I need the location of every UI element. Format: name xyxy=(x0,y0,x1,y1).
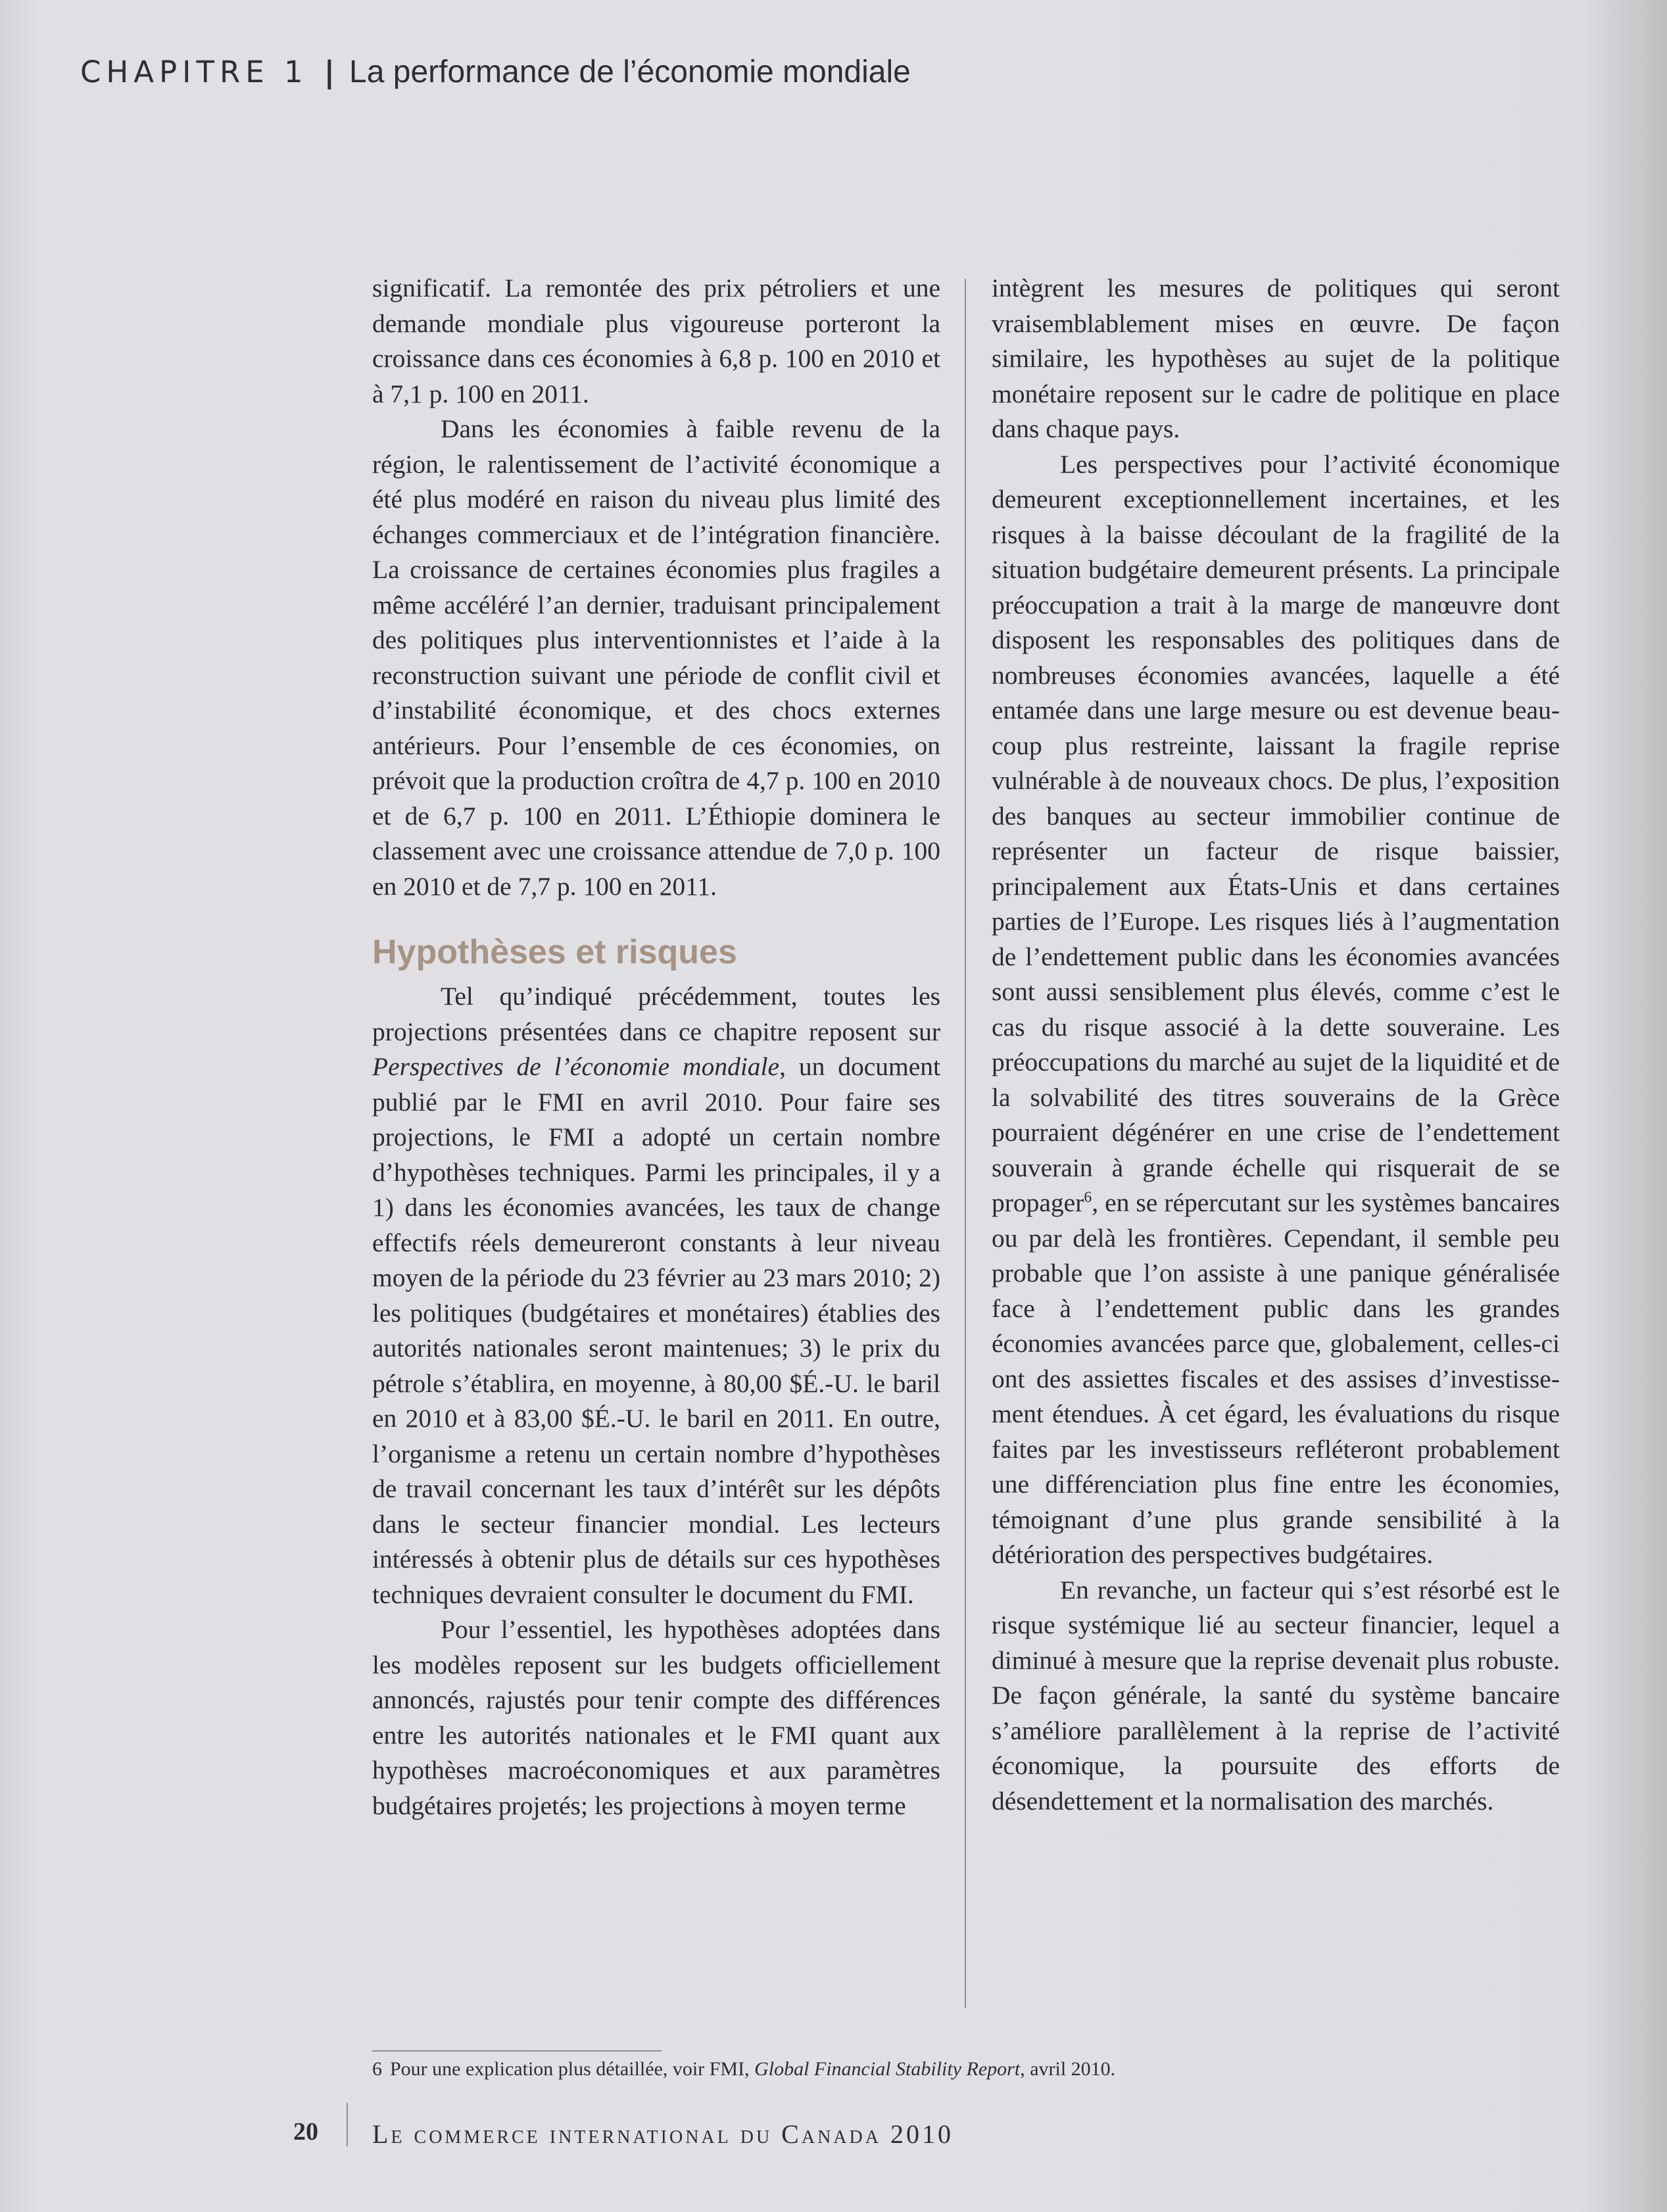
footnote-reference: 6 xyxy=(1084,1188,1092,1206)
footnote-text: Pour une explication plus détaillée, voir FMI, xyxy=(390,2058,755,2080)
paragraph-text: Tel qu’indiqué précédemment, toutes les projections présentées dans ce chapitre reposent sur xyxy=(372,982,940,1046)
page-number: 20 xyxy=(293,2118,318,2146)
section-heading: Hypothèses et risques xyxy=(372,933,737,971)
right-column xyxy=(992,271,1560,1819)
paragraph-text: Les perspectives pour l’activité économique demeurent exceptionnellement incertaines, et les risques à la baisse découlant de la fragilité de la situation budgétaire demeurent présents. La principale préoccupation a trait à la marge de manœuvre dont disposent les responsables des politiques dans de nombreuses économies avancées, laquelle a été entamée dans une large mesure ou est devenue beaucoup plus restreinte, laissant la fragile reprise vulnérable à de nouveaux chocs. De plus, l’exposition des banques au secteur immobilier continue de représenter un facteur de risque baissier, principalement aux États-Unis et dans certaines parties de l’Europe. Les risques liés à l’augmentation de l’endettement public dans les économies avancées sont aussi sensiblement plus élevés, comme c’est le cas du risque associé à la dette souveraine. Les préoccupations du marché au sujet de la liquidité et de la solvabilité des titres souverains de la Grèce pourraient dégénérer en une crise de l’endettement souverain à grande échelle qui risquerait de se propager xyxy=(992,449,1560,1217)
left-column xyxy=(372,271,940,1823)
paragraph: significatif. La remontée des prix pétroliers et une demande mondiale plus vigoureuse porteront la croissance dans ces économies à 6,8 p. 100 en 2010 et à 7,1 p. 100 en 2011. xyxy=(372,274,940,408)
paragraph xyxy=(372,979,940,1612)
footnote-publication-title: Global Financial Stability Report xyxy=(754,2058,1021,2080)
paragraph: intègrent les mesures de politiques qui seront vraisemblablement mises en œuvre. De façon similaire, les hypothèses au sujet de la politique monétaire reposent sur le cadre de politique en place dans chaque pays. xyxy=(992,274,1560,443)
footnote xyxy=(372,2058,1115,2080)
paragraph: Dans les économies à faible revenu de la région, le ralentissement de l’activité économique a été plus modéré en raison du niveau plus limité des échanges commerciaux et de l’intégration financière. La croissance de certaines économies plus fragiles a même accéléré l’an dernier, traduisant principalement des politiques plus interventionnistes et l’aide à la reconstruction suivant une période de conflit civil et d’instabilité économique, et des chocs externes antérieurs. Pour l’ensemble de ces économies, on prévoit que la production croîtra de 4,7 p. 100 en 2010 et de 6,7 p. 100 en 2011. L’Éthiopie dominera le classement avec une croissance attendue de 7,0 p. 100 en 2010 et de 7,7 p. 100 en 2011. xyxy=(372,414,940,901)
paragraph-text: , un document publié par le FMI en avril 2010. Pour faire ses projections, le FMI a adopté un certain nombre d’hypothèses techniques. Parmi les principales, il y a 1) dans les économies avancées, les taux de change effectifs réels demeureront constants à leur niveau moyen de la période du 23 février au 23 mars 2010; 2) les politiques (budgétaires et monétaires) établies des autorités nationales seront maintenues; 3) le prix du pétrole s’établira, en moyenne, à 80,00 $É.-U. le baril en 2010 et à 83,00 $É.-U. le baril en 2011. En outre, l’organisme a retenu un certain nombre d’hypothèses de travail concernant les taux d’intérêt sur les dépôts dans le secteur financier mondial. Les lecteurs intéressés à obtenir plus de détails sur ces hypothèses techniques devraient consulter le document du FMI. xyxy=(372,1052,940,1609)
footer-divider xyxy=(347,2103,348,2146)
paragraph: En revanche, un facteur qui s’est résorbé est le risque systémique lié au secteur financier, lequel a diminué à mesure que la reprise devenait plus robuste. De façon générale, la santé du système bancaire s’améliore parallèlement à la reprise de l’activité économique, la poursuite des efforts de désendettement et la normalisation des marchés. xyxy=(992,1575,1560,1815)
column-divider xyxy=(965,279,966,2008)
chapter-separator: | xyxy=(324,55,335,89)
publication-title: Perspectives de l’économie mondiale xyxy=(372,1052,780,1081)
chapter-label: CHAPITRE 1 xyxy=(80,55,308,89)
paragraph-text: , en se répercutant sur les systèmes bancaires ou par delà les frontières. Cependant, il semble peu probable que l’on assiste à une panique généralisée face à l’endettement public dans les grandes économies avancées parce que, globalement, celles-ci ont des assiettes fiscales et des assises d’investissement étendues. À cet égard, les évaluations du risque faites par les investisseurs refléteront probablement une différenciation plus fine entre les économies, témoignant d’une plus grande sensibilité à la détérioration des perspectives budgétaires. xyxy=(992,1188,1560,1569)
footnote-rule xyxy=(372,2050,662,2052)
chapter-title: La performance de l’économie mondiale xyxy=(349,55,911,89)
paragraph xyxy=(992,447,1560,1573)
footnote-text: , avril 2010. xyxy=(1020,2058,1116,2080)
paragraph: Pour l’essentiel, les hypothèses adoptées dans les modèles reposent sur les budgets officiellement annoncés, rajustés pour tenir compte des différences entre les autorités nationales et le FMI quant aux hypothèses macroéconomiques et aux paramètres budgétaires projetés; les projections à moyen terme xyxy=(372,1615,940,1820)
chapter-header xyxy=(80,54,911,90)
running-title: Le commerce international du Canada 2010 xyxy=(372,2119,954,2149)
footnote-number: 6 xyxy=(372,2058,382,2080)
